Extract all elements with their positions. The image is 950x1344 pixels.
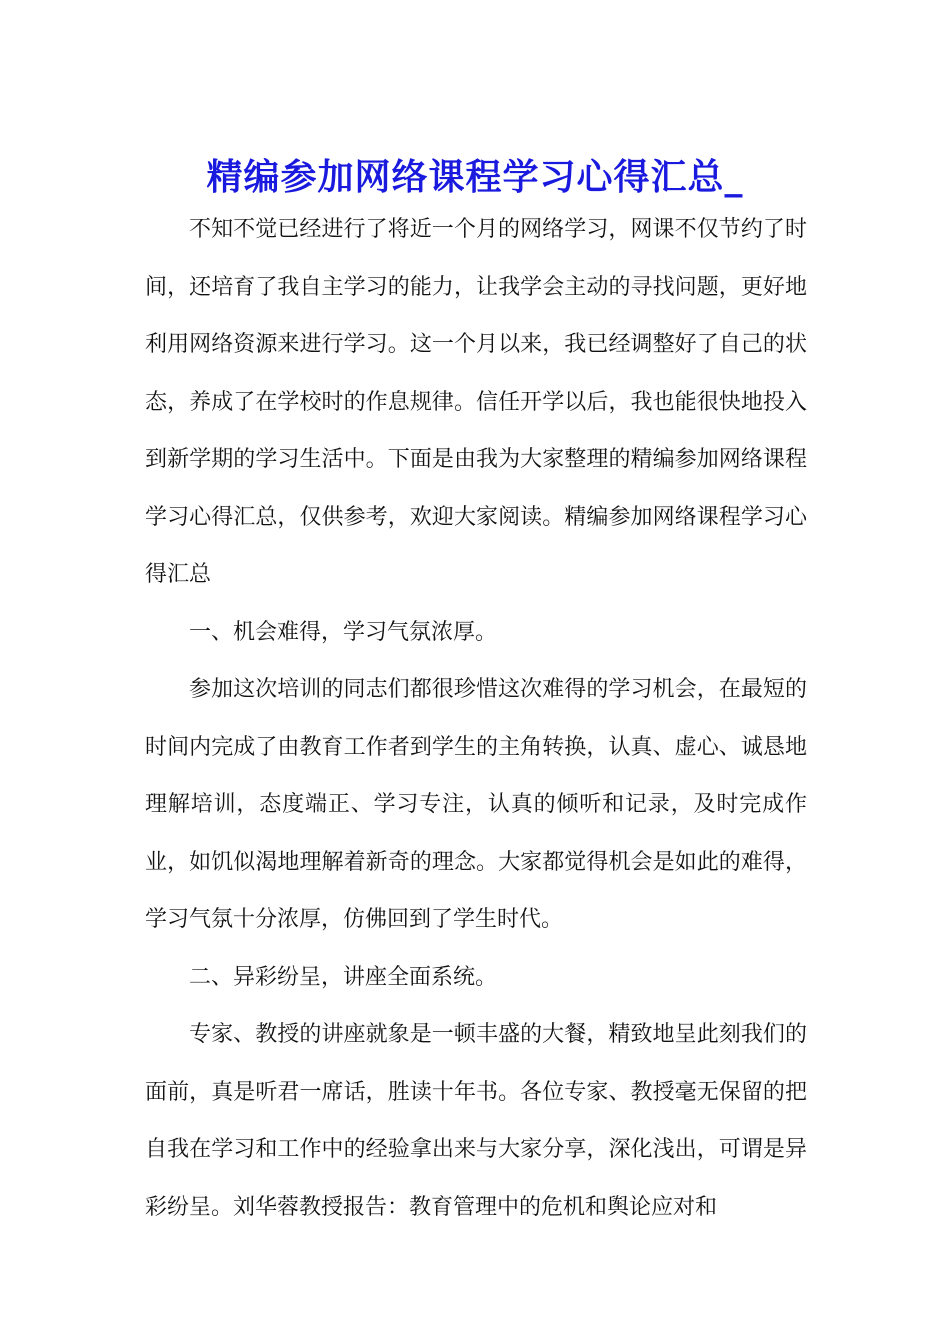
document-title: 精编参加网络课程学习心得汇总_	[206, 156, 744, 199]
paragraph-section-2: 专家、教授的讲座就象是一顿丰盛的大餐，精致地呈此刻我们的面前，真是听君一席话，胜读十年书。各位专家、教授毫无保留的把自我在学习和工作中的经验拿出来与大家分享，深化浅出，可谓是异彩纷呈。刘华蓉教授报告：教育管理中的危机和舆论应对和	[145, 1022, 807, 1220]
document-body	[145, 201, 807, 1236]
section-heading-2: 二、异彩纷呈，讲座全面系统。	[189, 964, 498, 990]
paragraph-section-1: 参加这次培训的同志们都很珍惜这次难得的学习机会，在最短的时间内完成了由教育工作者到学生的主角转换，认真、虚心、诚恳地理解培训，态度端正、学习专注，认真的倾听和记录，及时完成作业，如饥似渴地理解着新奇的理念。大家都觉得机会是如此的难得，学习气氛十分浓厚，仿佛回到了学生时代。	[145, 677, 807, 932]
section-heading-1: 一、机会难得，学习气氛浓厚。	[189, 619, 498, 645]
paragraph-intro: 不知不觉已经进行了将近一个月的网络学习，网课不仅节约了时间，还培育了我自主学习的能力，让我学会主动的寻找问题，更好地利用网络资源来进行学习。这一个月以来，我已经调整好了自己的状态，养成了在学校时的作息规律。信任开学以后，我也能很快地投入到新学期的学习生活中。下面是由我为大家整理的精编参加网络课程学习心得汇总，仅供参考，欢迎大家阅读。精编参加网络课程学习心得汇总	[145, 217, 807, 587]
